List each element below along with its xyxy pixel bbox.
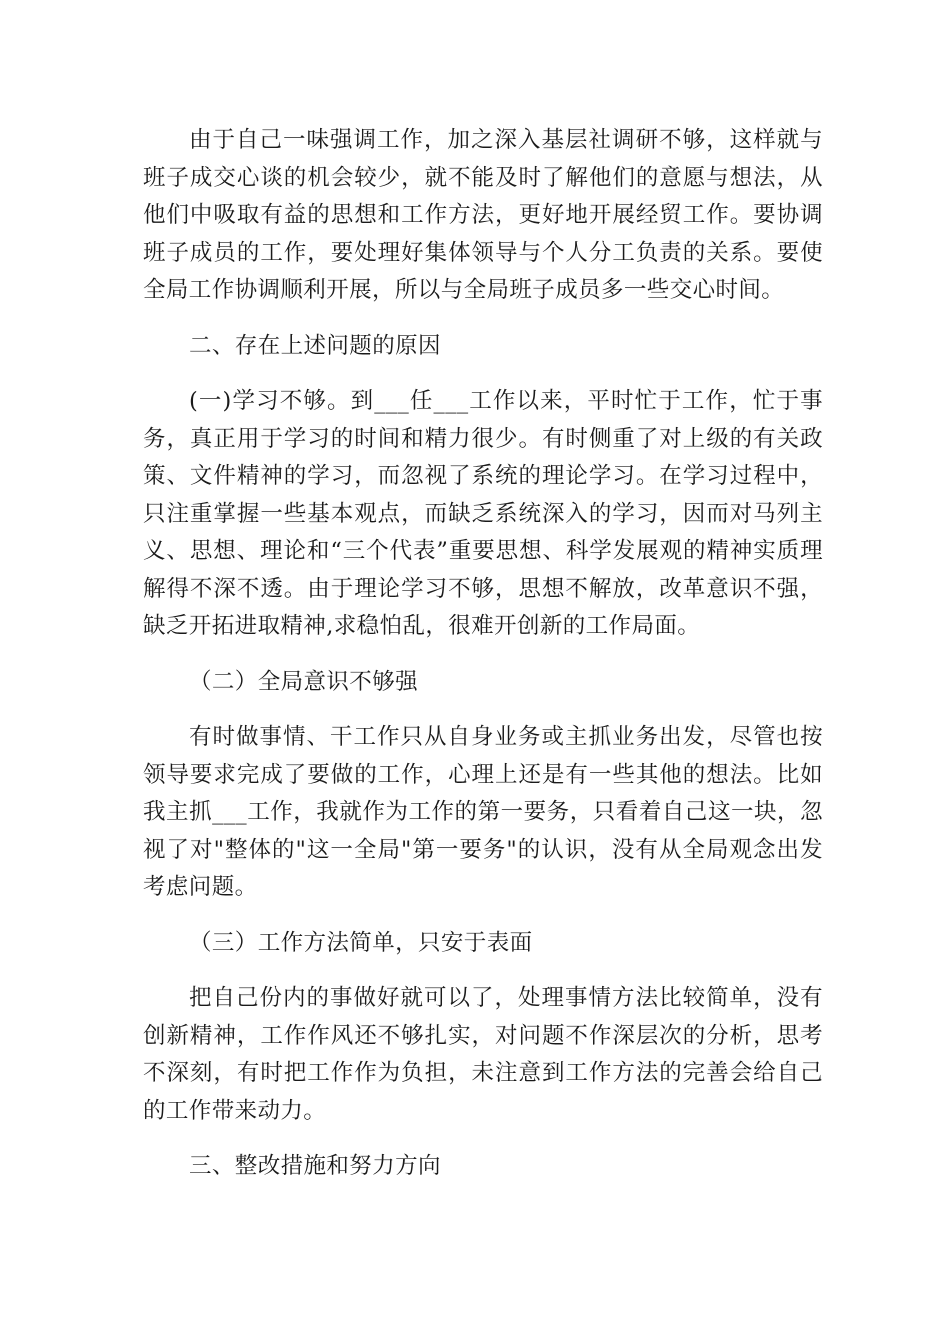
subheading-overall-awareness: （二）全局意识不够强 <box>189 668 419 695</box>
subheading-work-method: （三）工作方法简单，只安于表面 <box>189 929 533 956</box>
document-body <box>143 122 823 1186</box>
paragraph-1: 由于自己一味强调工作，加之深入基层社调研不够，这样就与班子成交心谈的机会较少，就不能及时了解他们的意愿与想法，从他们中吸取有益的思想和工作方法，更好地开展经贸工作。要协调班子成员的工作，要处理好集体领导与个人分工负责的关系。要使全局工作协调顺利开展，所以与全局班子成员多一些交心时间。 <box>143 127 823 303</box>
paragraph-study: (一)学习不够。到___任___工作以来，平时忙于工作，忙于事务，真正用于学习的时间和精力很少。有时侧重了对上级的有关政策、文件精神的学习，而忽视了系统的理论学习。在学习过程中，只注重掌握一些基本观点，而缺乏系统深入的学习，因而对马列主义、思想、理论和“三个代表”重要思想、科学发展观的精神实质理解得不深不透。由于理论学习不够，思想不解放，改革意识不强，缺乏开拓进取精神,求稳怕乱，很难开创新的工作局面。 <box>143 388 823 639</box>
section-heading-3: 三、整改措施和努力方向 <box>189 1153 441 1179</box>
paragraph-work-method: 把自己份内的事做好就可以了，处理事情方法比较简单，没有创新精神，工作作风还不够扎实，对问题不作深层次的分析，思考不深刻，有时把工作作为负担，未注意到工作方法的完善会给自己的工作带来动力。 <box>143 985 823 1124</box>
paragraph-overall-awareness: 有时做事情、干工作只从自身业务或主抓业务出发，尽管也按领导要求完成了要做的工作，心理上还是有一些其他的想法。比如我主抓___工作，我就作为工作的第一要务，只看着自己这一块，忽视了对"整体的"这一全局"第一要务"的认识，没有从全局观念出发考虑问题。 <box>143 724 823 900</box>
section-heading-2: 二、存在上述问题的原因 <box>189 332 441 359</box>
